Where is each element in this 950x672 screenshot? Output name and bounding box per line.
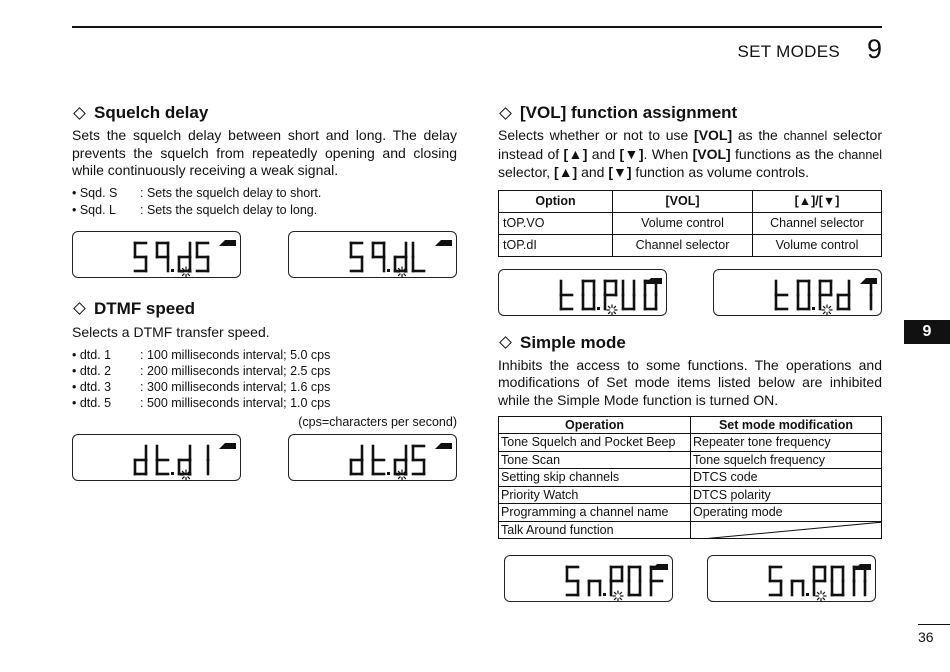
lcd-decimal-dot <box>387 269 390 272</box>
option-key: • dtd. 5 <box>72 396 112 411</box>
lcd-decimal-dot <box>171 269 174 272</box>
diamond-bullet-icon <box>499 336 512 349</box>
blink-indicator-icon <box>822 304 833 315</box>
chapter-side-tab: 9 <box>904 320 950 344</box>
dtmf-speed-title: DTMF speed <box>94 298 196 318</box>
squelch-delay-title: Squelch delay <box>94 103 209 122</box>
table-cell: Channel selector <box>753 212 882 234</box>
blink-indicator-icon <box>613 591 624 602</box>
table-row <box>499 212 882 234</box>
blink-indicator-icon <box>816 591 827 602</box>
page-number: 36 <box>918 629 934 645</box>
lcd-row <box>72 434 457 481</box>
table-cell: Priority Watch <box>499 486 691 504</box>
squelch-delay-options <box>72 185 457 219</box>
simple-mode-description: Inhibits the access to some functions. The operations and modifications of Set mode items listed below are inhibited while the Simple Mode function is turned ON. <box>498 356 882 408</box>
table-cell: Tone squelch frequency <box>691 451 882 469</box>
option-row <box>72 185 457 202</box>
table-cell: Setting skip channels <box>499 469 691 487</box>
option-key: • dtd. 2 <box>72 364 112 379</box>
table-header-row <box>499 416 882 434</box>
option-desc: : 500 milliseconds interval; 1.0 cps <box>140 396 331 411</box>
lcd-decimal-dot <box>171 472 174 475</box>
lcd-display <box>707 555 876 602</box>
option-row <box>72 347 457 363</box>
lcd-display <box>288 434 457 481</box>
squelch-delay-description: Sets the squelch delay between short and long. The delay prevents the squelch from repeatedly opening and closing while continuously receiving a weak signal. <box>72 127 457 179</box>
table-header-row <box>499 190 882 212</box>
simple-mode-title: Simple mode <box>520 332 626 352</box>
battery-icon <box>435 443 452 449</box>
option-desc: : 100 milliseconds interval; 5.0 cps <box>140 348 331 363</box>
lcd-display <box>72 434 241 481</box>
simple-mode-heading <box>498 332 882 354</box>
table-header: Operation <box>499 416 691 434</box>
squelch-delay-heading <box>72 102 457 124</box>
cps-note: (cps=characters per second) <box>298 415 457 430</box>
left-column <box>72 102 457 481</box>
option-row <box>72 395 457 411</box>
table-row <box>499 451 882 469</box>
simple-mode-section <box>498 332 882 602</box>
table-cell: Operating mode <box>691 504 882 522</box>
diamond-bullet-icon <box>73 107 86 120</box>
lcd-display <box>288 231 457 278</box>
lcd-segments <box>73 435 242 482</box>
diamond-bullet-icon <box>499 107 512 120</box>
lcd-display <box>713 269 882 316</box>
lcd-segments <box>708 556 877 603</box>
battery-icon <box>435 240 452 246</box>
table-cell: DTCS code <box>691 469 882 487</box>
option-key: • dtd. 1 <box>72 348 112 363</box>
table-header: Option <box>499 190 613 212</box>
table-cell: tOP.dI <box>499 234 613 256</box>
option-row <box>72 379 457 395</box>
battery-icon <box>860 278 877 284</box>
option-row <box>72 202 457 219</box>
lcd-decimal-dot <box>597 307 600 310</box>
table-cell: tOP.VO <box>499 212 613 234</box>
table-cell: Volume control <box>753 234 882 256</box>
bottom-rule <box>918 624 950 625</box>
section-title: SET MODES <box>737 42 840 61</box>
lcd-segments <box>73 232 242 279</box>
vol-function-section <box>498 102 882 316</box>
table-row <box>499 486 882 504</box>
dtmf-speed-options <box>72 347 457 411</box>
table-cell: Repeater tone frequency <box>691 434 882 452</box>
option-key: • Sqd. L <box>72 202 116 217</box>
option-desc: : 300 milliseconds interval; 1.6 cps <box>140 380 331 395</box>
lcd-display <box>504 555 673 602</box>
battery-icon <box>219 240 236 246</box>
lcd-display <box>498 269 667 316</box>
diagonal-line <box>691 522 882 539</box>
chapter-number: 9 <box>866 34 882 64</box>
lcd-decimal-dot <box>387 472 390 475</box>
vol-function-description: Selects whether or not to use [VOL] as the channel selector instead of [▲] and [▼]. When [VOL] functions as the channel selector, [▲] and [▼] function as volume controls. <box>498 127 883 181</box>
option-key: • dtd. 3 <box>72 380 112 395</box>
table-header: Set mode modification <box>691 416 882 434</box>
squelch-delay-section <box>72 102 457 278</box>
option-key: • Sqd. S <box>72 185 118 200</box>
lcd-segments <box>289 435 458 482</box>
lcd-row <box>498 269 882 316</box>
table-cell: Tone Squelch and Pocket Beep <box>499 434 691 452</box>
table-row <box>499 504 882 522</box>
table-cell: Volume control <box>613 212 753 234</box>
vol-function-table <box>498 190 882 257</box>
table-header: [▲]/[▼] <box>753 190 882 212</box>
battery-icon <box>219 443 236 449</box>
table-row <box>499 434 882 452</box>
table-row <box>499 521 882 539</box>
right-column <box>498 102 882 602</box>
lcd-segments <box>505 556 674 603</box>
table-cell: Programming a channel name <box>499 504 691 522</box>
dtmf-speed-section <box>72 298 457 482</box>
lcd-display <box>72 231 241 278</box>
table-header: [VOL] <box>613 190 753 212</box>
lcd-row <box>72 231 457 278</box>
vol-function-heading <box>498 102 882 124</box>
lcd-decimal-dot <box>812 307 815 310</box>
table-cell-empty <box>691 521 882 539</box>
lcd-segments <box>714 270 883 317</box>
table-cell: Channel selector <box>613 234 753 256</box>
table-row <box>499 469 882 487</box>
lcd-decimal-dot <box>806 593 809 596</box>
table-cell: Tone Scan <box>499 451 691 469</box>
lcd-row <box>498 555 882 602</box>
option-desc: : 200 milliseconds interval; 2.5 cps <box>140 364 331 379</box>
lcd-segments <box>289 232 458 279</box>
table-cell: DTCS polarity <box>691 486 882 504</box>
table-row <box>499 234 882 256</box>
option-desc: : Sets the squelch delay to long. <box>140 202 318 217</box>
simple-mode-table <box>498 416 882 540</box>
lcd-decimal-dot <box>603 593 606 596</box>
lcd-segments <box>499 270 668 317</box>
dtmf-speed-description: Selects a DTMF transfer speed. <box>72 323 270 340</box>
vol-function-title: [VOL] function assignment <box>520 103 738 122</box>
option-row <box>72 363 457 379</box>
top-rule <box>72 26 882 28</box>
dtmf-speed-heading <box>72 298 457 320</box>
option-desc: : Sets the squelch delay to short. <box>140 185 322 200</box>
blink-indicator-icon <box>607 304 618 315</box>
table-cell: Talk Around function <box>499 521 691 539</box>
diamond-bullet-icon <box>73 302 86 315</box>
